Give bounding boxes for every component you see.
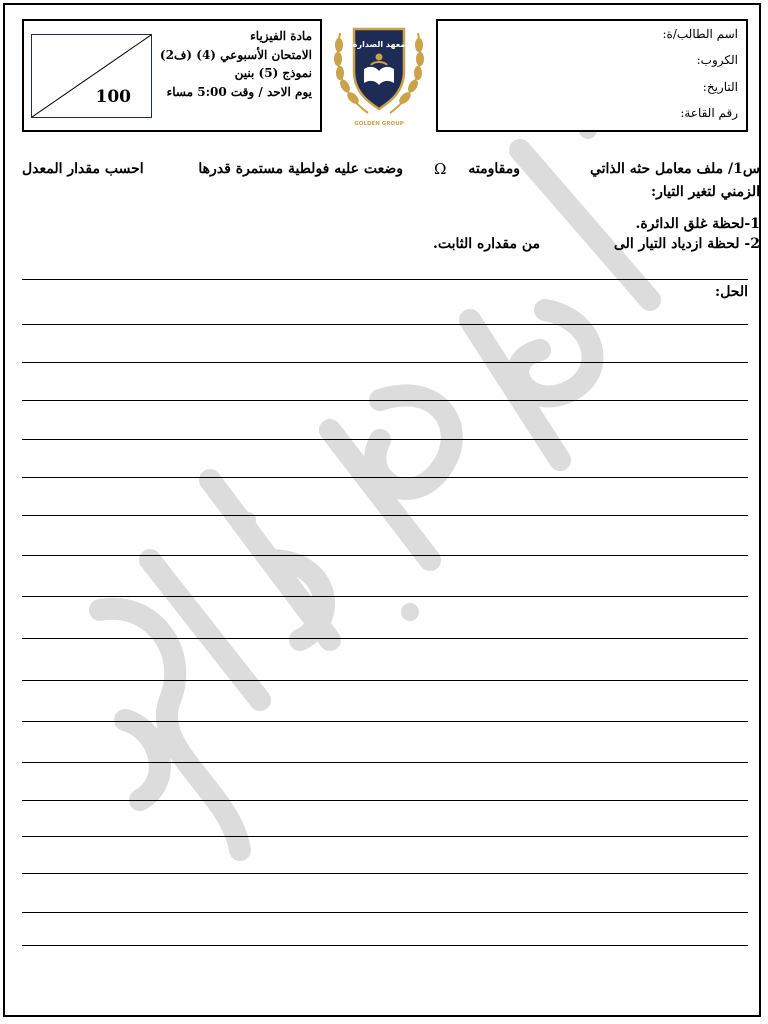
exam-info-box [22,19,322,132]
answer-line [22,836,748,837]
answer-line [22,400,748,401]
question-part2: ومقاومته [468,161,520,177]
answer-label: الحل: [715,284,748,300]
logo-institute-name: معهد الصدارة [352,40,406,49]
answer-line [22,515,748,516]
answer-line [22,596,748,597]
subject-title: مادة الفيزياء [250,29,312,43]
date-label: التاريخ: [702,80,738,94]
group-label: الكروب: [696,53,738,67]
question-part3: وضعت عليه فولطية مستمرة قدرها [198,161,403,177]
total-score: 100 [95,87,131,107]
institute-logo [332,23,426,131]
answer-line [22,324,748,325]
answer-line [22,362,748,363]
exam-details [160,27,312,101]
student-info-box [436,19,748,132]
question-part1: س1/ ملف معامل حثه الذاتي [589,161,760,177]
answer-line [22,638,748,639]
room-number-label: رقم القاعة: [680,106,738,120]
exam-title: الامتحان الأسبوعي (4) (ف2) [159,47,312,62]
answer-line [22,945,748,946]
answer-line [22,477,748,478]
answer-line [22,800,748,801]
answer-line [22,873,748,874]
question-item1: 1-لحظة غلق الدائرة. [635,216,760,232]
question-item2-end: من مقداره الثابت. [433,236,540,252]
question-part4: احسب مقدار المعدل [22,161,144,177]
answer-line [22,762,748,763]
logo-group-name: GOLDEN GROUP [354,121,404,127]
score-box [31,34,152,118]
omega-symbol: Ω [434,160,447,178]
exam-schedule: يوم الاحد / وقت 5:00 مساء [166,84,312,99]
question-item2-start: 2- لحظة ازدياد التيار الى [613,236,760,252]
exam-model: نموذج (5) بنين [234,66,312,80]
answer-line [22,279,748,280]
student-name-label: اسم الطالب/ة: [662,27,738,41]
question-line2: الزمني لتغير التيار: [650,184,760,200]
answer-line [22,721,748,722]
answer-line [22,680,748,681]
answer-line [22,912,748,913]
score-box-diagonal [32,35,151,117]
page-border [3,3,761,1017]
answer-line [22,555,748,556]
answer-line [22,439,748,440]
